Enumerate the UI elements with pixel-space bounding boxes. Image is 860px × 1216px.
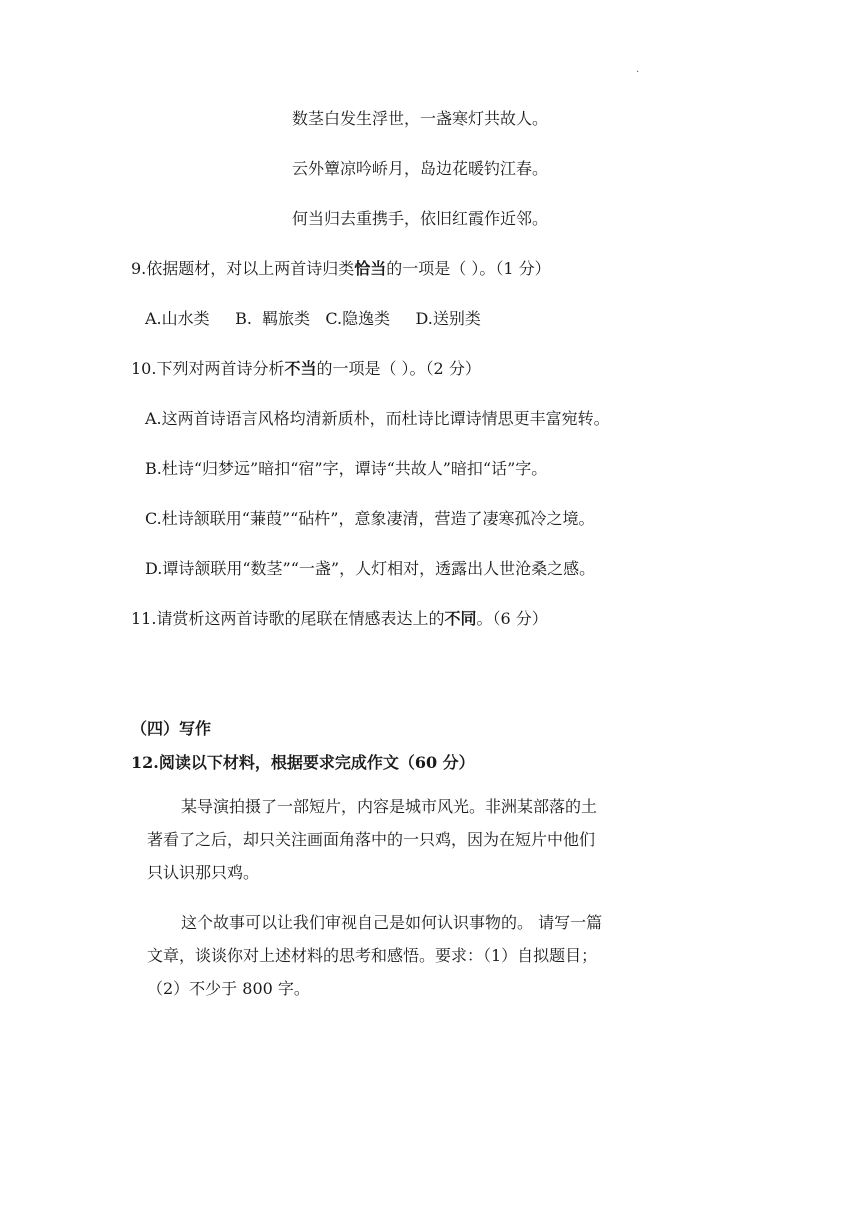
- question-10-option-b: B.杜诗“归梦远”暗扣“宿”字，谭诗“共故人”暗扣“话”字。: [145, 459, 548, 478]
- question-9-emphasis: 恰当: [354, 259, 387, 278]
- question-10: [131, 358, 481, 380]
- question-11-prefix: 11.请赏析这两首诗歌的尾联在情感表达上的: [131, 609, 445, 628]
- question-10-suffix: 的一项是（ ）。（2 分）: [316, 359, 481, 378]
- question-10-option-c: C.杜诗颔联用“蒹葭”“砧杵”，意象凄清，营造了凄寒孤冷之境。: [145, 509, 595, 528]
- question-10-option-d: D.谭诗颔联用“数茎”“一盏”，人灯相对，透露出人世沧桑之感。: [145, 559, 596, 578]
- corner-mark: .: [636, 64, 640, 75]
- poem-line: 何当归去重携手，依旧红霞作近邻。: [292, 209, 549, 228]
- question-11-suffix: 。（6 分）: [476, 609, 548, 628]
- question-9-prefix: 9.依据题材，对以上两首诗归类: [131, 259, 355, 278]
- question-9-suffix: 的一项是（ ）。（1 分）: [386, 259, 551, 278]
- question-10-prefix: 10.下列对两首诗分析: [131, 359, 285, 378]
- question-11: [131, 608, 548, 630]
- question-10-option-a: A.这两首诗语言风格均清新质朴，而杜诗比谭诗情思更丰富宛转。: [145, 409, 610, 428]
- material-paragraph: 某导演拍摄了一部短片，内容是城市风光。非洲某部落的土著看了之后，却只关注画面角落中的一只鸡，因为在短片中他们只认识那只鸡。: [147, 797, 598, 882]
- question-10-emphasis: 不当: [284, 359, 317, 378]
- requirement-paragraph: 这个故事可以让我们审视自己是如何认识事物的。 请写一篇文章，谈谈你对上述材料的思考和感悟。要求：（1）自拟题目；（2）不少于 800 字。: [147, 913, 603, 998]
- poem-line: 数茎白发生浮世，一盏寒灯共故人。: [292, 109, 549, 128]
- question-12: 12.阅读以下材料，根据要求完成作文（60 分）: [131, 753, 475, 772]
- poem-line: 云外簟凉吟峤月，岛边花暖钓江春。: [292, 159, 549, 178]
- question-9-options: A.山水类 B. 羁旅类 C.隐逸类 D.送别类: [145, 309, 481, 328]
- section-title: （四）写作: [131, 719, 212, 738]
- question-9: [131, 258, 551, 280]
- question-11-emphasis: 不同: [444, 609, 477, 628]
